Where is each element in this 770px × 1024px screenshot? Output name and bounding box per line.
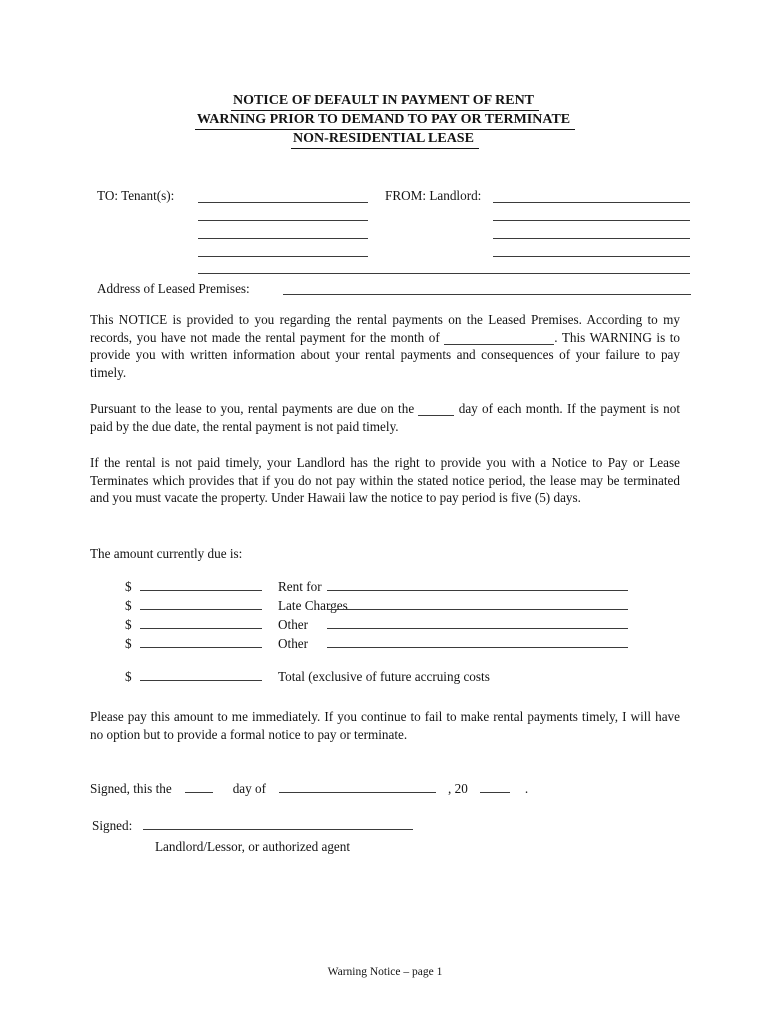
rent-description-field[interactable] bbox=[327, 577, 628, 591]
signature-year-field[interactable] bbox=[480, 779, 510, 793]
day-of-label: day of bbox=[232, 781, 267, 796]
late-charges-label: Late Charges bbox=[278, 598, 348, 613]
landlord-name-field-1[interactable] bbox=[493, 202, 690, 203]
landlord-name-field-3[interactable] bbox=[493, 238, 690, 239]
tenant-name-field-1[interactable] bbox=[198, 202, 368, 203]
from-landlord-label: FROM: Landlord: bbox=[385, 188, 482, 203]
landlord-signature-field[interactable] bbox=[143, 816, 413, 830]
page-footer: Warning Notice – page 1 bbox=[327, 966, 443, 978]
title-line-3-text: NON-RESIDENTIAL LEASE bbox=[291, 130, 479, 149]
other-1-label: Other bbox=[278, 617, 309, 632]
dollar-sign: $ bbox=[125, 636, 132, 651]
document-title bbox=[0, 92, 770, 149]
rent-label: Rent for bbox=[278, 579, 322, 594]
signed-date-row bbox=[90, 779, 680, 798]
rent-amount-field[interactable] bbox=[140, 577, 262, 591]
landlord-name-field-4[interactable] bbox=[493, 256, 690, 257]
dollar-sign: $ bbox=[125, 598, 132, 613]
parties-section bbox=[90, 188, 691, 308]
total-amount-field[interactable] bbox=[140, 667, 262, 681]
signature-caption: Landlord/Lessor, or authorized agent bbox=[155, 839, 351, 854]
amount-heading: The amount currently due is: bbox=[90, 546, 243, 561]
amount-row-rent bbox=[90, 577, 628, 596]
address-label: Address of Leased Premises: bbox=[97, 281, 250, 296]
title-line-1-text: NOTICE OF DEFAULT IN PAYMENT OF RENT bbox=[231, 92, 539, 111]
dollar-sign: $ bbox=[125, 617, 132, 632]
due-date-paragraph bbox=[90, 400, 680, 435]
signature-day-field[interactable] bbox=[185, 779, 213, 793]
landlord-name-field-2[interactable] bbox=[493, 220, 690, 221]
month-field[interactable] bbox=[444, 333, 554, 345]
due-text-after: day of each month. If the payment is not paid by the due date, the rental payment is not paid timely. bbox=[90, 401, 681, 434]
signed-prefix: Signed, this the bbox=[90, 781, 172, 796]
signed-label: Signed: bbox=[92, 818, 133, 833]
signature-block bbox=[90, 816, 680, 855]
tenant-name-field-3[interactable] bbox=[198, 238, 368, 239]
amount-row-total bbox=[90, 667, 628, 686]
notice-text-before: This NOTICE is provided to you regarding the rental payments on the Leased Premises. According to my records, you have not made the rental payment for the month of bbox=[90, 312, 680, 345]
address-field[interactable] bbox=[283, 294, 691, 295]
tenant-name-field-4[interactable] bbox=[198, 256, 368, 257]
signature-line-row bbox=[90, 816, 680, 835]
other-1-description-field[interactable] bbox=[327, 615, 628, 629]
to-tenant-label: TO: Tenant(s): bbox=[97, 188, 175, 203]
amount-row-late-charges bbox=[90, 596, 628, 615]
title-line-2-text: WARNING PRIOR TO DEMAND TO PAY OR TERMINATE bbox=[195, 111, 575, 130]
title-line-3 bbox=[0, 130, 770, 149]
title-line-1 bbox=[0, 92, 770, 111]
due-day-field[interactable] bbox=[418, 404, 454, 416]
other-1-amount-field[interactable] bbox=[140, 615, 262, 629]
tenant-name-field-2[interactable] bbox=[198, 220, 368, 221]
party-extra-field[interactable] bbox=[198, 273, 690, 274]
signature-month-field[interactable] bbox=[279, 779, 436, 793]
amount-row-other-2 bbox=[90, 634, 628, 653]
dollar-sign: $ bbox=[125, 579, 132, 594]
year-prefix: , 20 bbox=[448, 781, 468, 796]
late-charges-amount-field[interactable] bbox=[140, 596, 262, 610]
notice-paragraph bbox=[90, 311, 680, 381]
other-2-description-field[interactable] bbox=[327, 634, 628, 648]
amount-row-other-1 bbox=[90, 615, 628, 634]
notice-text-after: . This WARNING is to provide you with written information about your rental payments and consequences of your failure to pay timely. bbox=[90, 329, 680, 380]
other-2-label: Other bbox=[278, 636, 309, 651]
total-label: Total (exclusive of future accruing costs bbox=[278, 669, 490, 684]
rights-paragraph: If the rental is not paid timely, your Landlord has the right to provide you with a Notice to Pay or Lease Terminates which provides that if you do not pay within the stated notice period, the lease may be terminated and you must vacate the property. Under Hawaii law the notice to pay period is five (5) days. bbox=[90, 455, 680, 506]
sentence-period: . bbox=[524, 781, 529, 796]
title-line-2 bbox=[0, 111, 770, 130]
due-text-before: Pursuant to the lease to you, rental payments are due on the bbox=[90, 401, 415, 416]
please-pay-paragraph: Please pay this amount to me immediately. If you continue to fail to make rental payments timely, I will have no option but to provide a formal notice to pay or terminate. bbox=[90, 709, 680, 742]
dollar-sign: $ bbox=[125, 669, 132, 684]
late-charges-description-field[interactable] bbox=[327, 596, 628, 610]
other-2-amount-field[interactable] bbox=[140, 634, 262, 648]
